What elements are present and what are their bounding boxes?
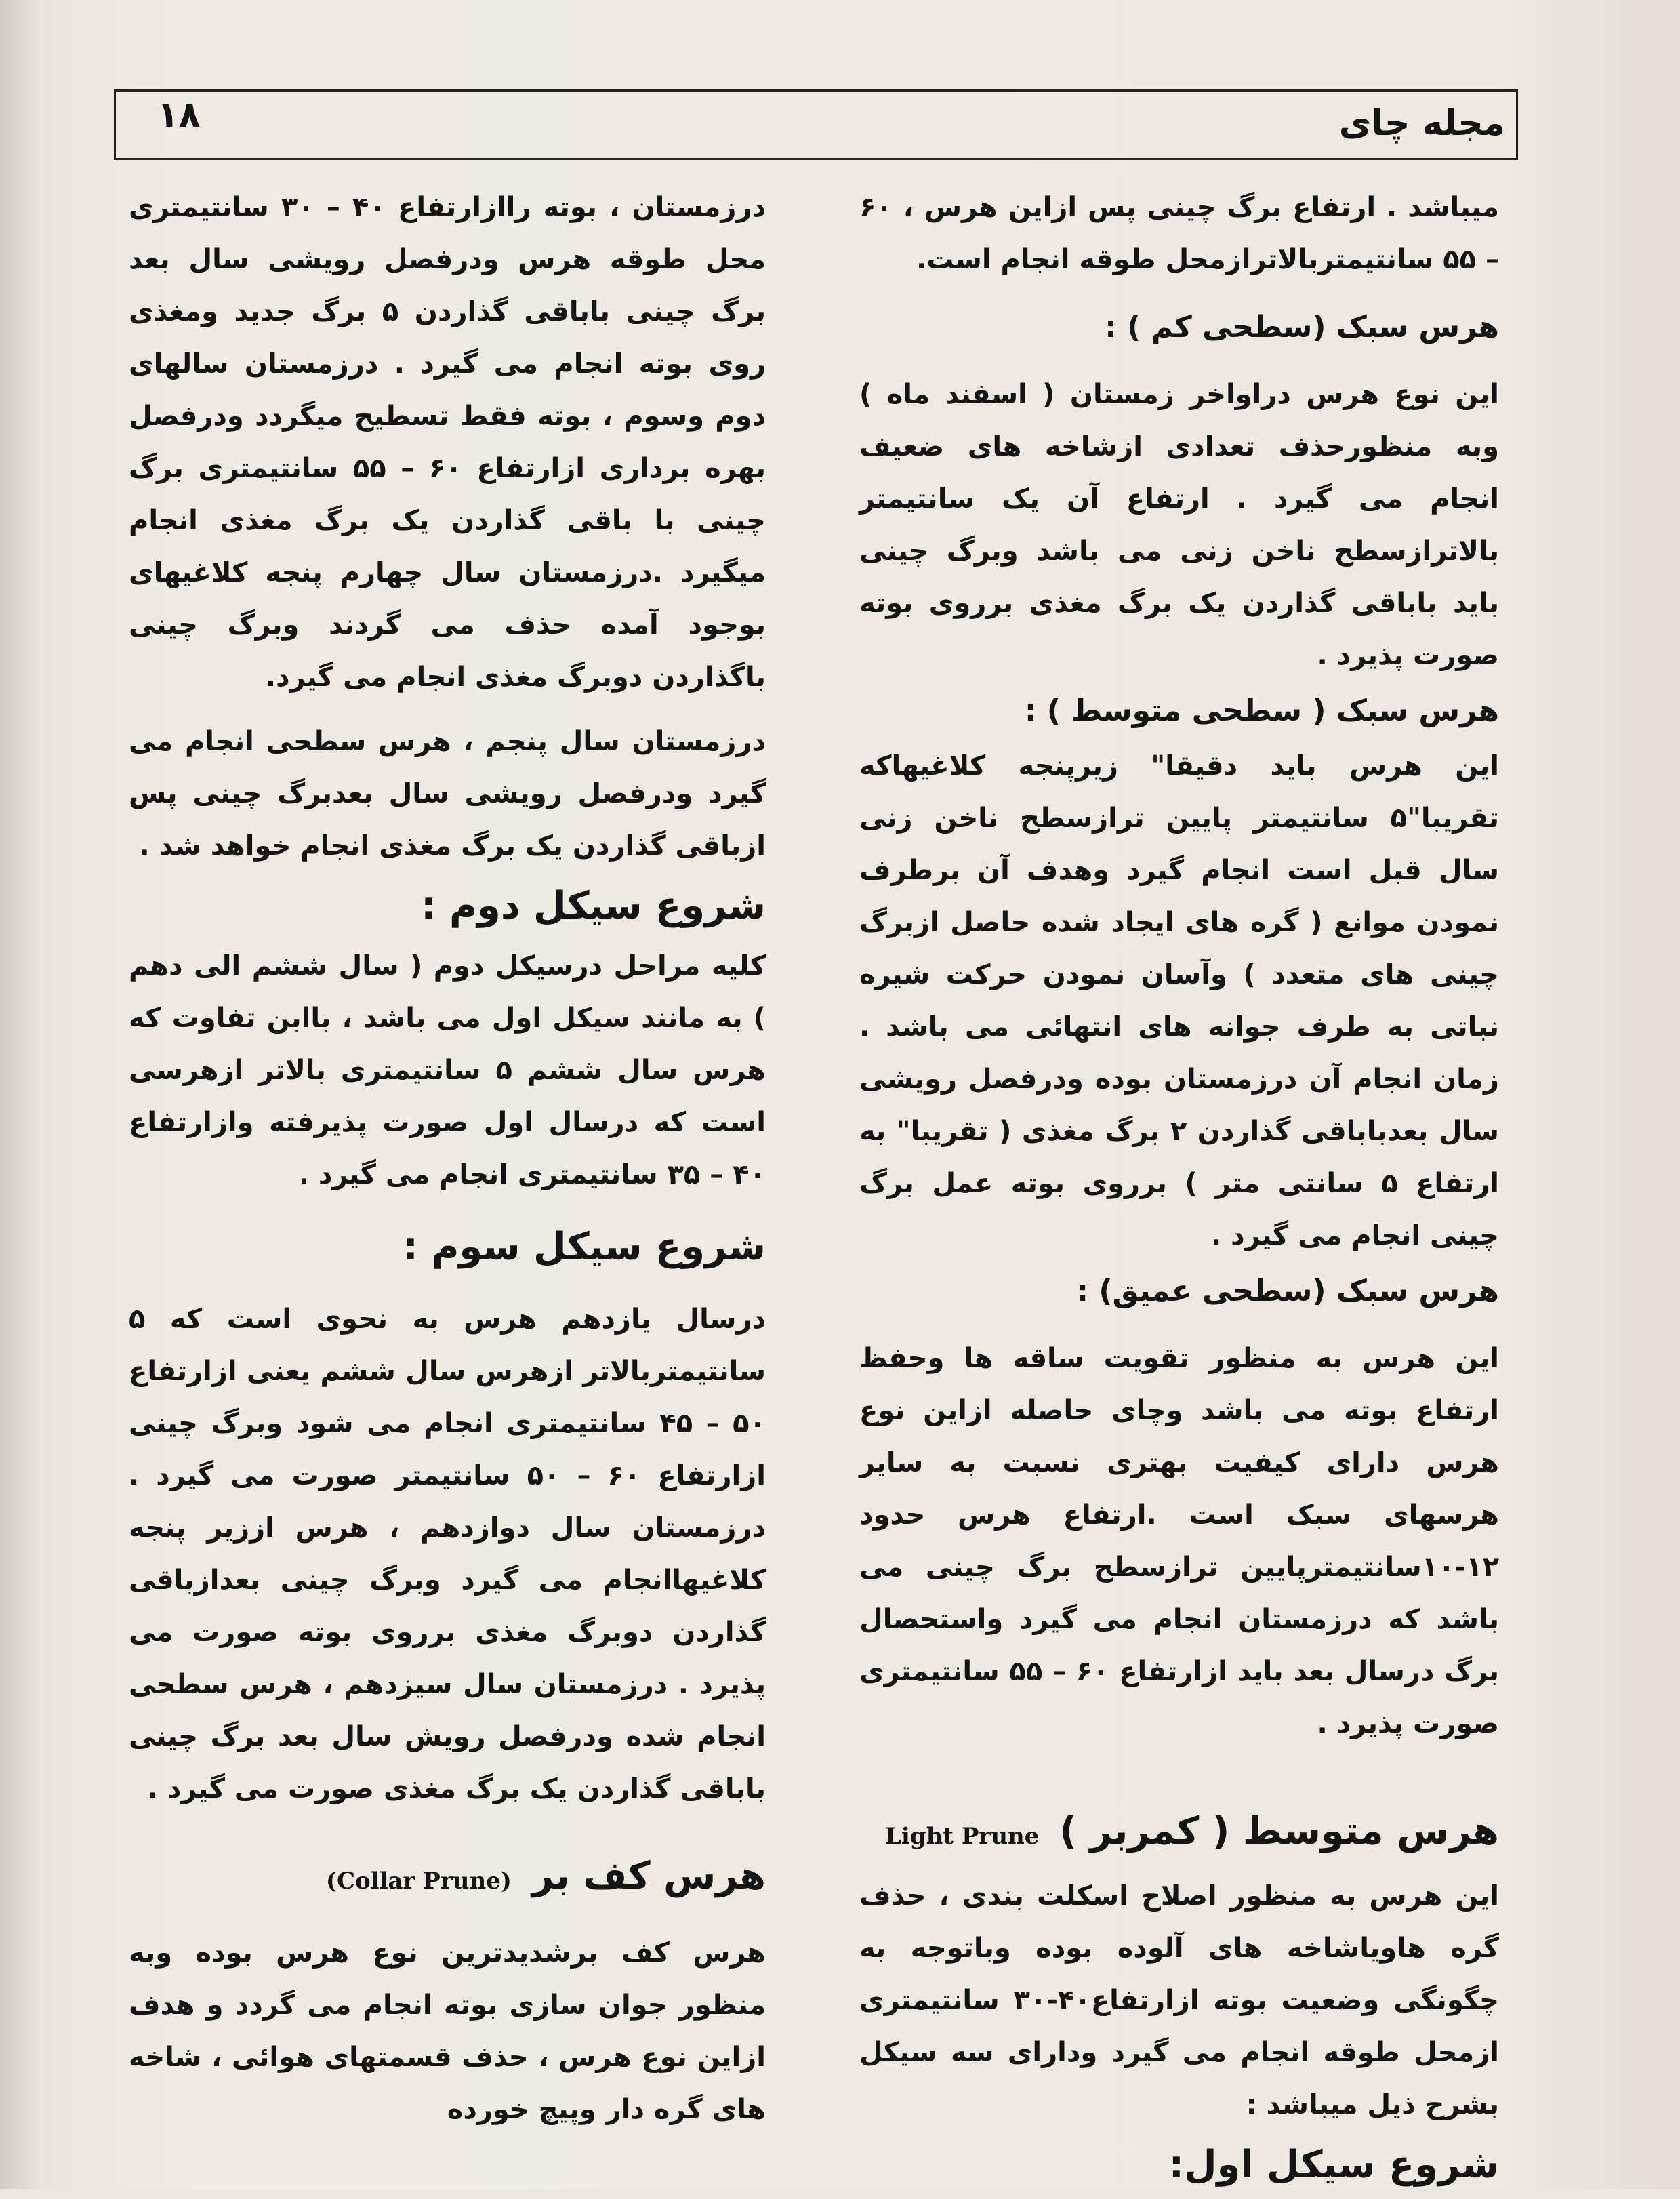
paragraph: درزمستان ، بوته راازارتفاع ۴۰ – ۳۰ سانتیمتری محل طوقه هرس ودرفصل رویشی سال بعد برگ چینی باباقی گذاردن ۵ برگ جدید ومغذی روی بوته انجام می گیرد . درزمستان سالهای دوم وسوم ، بوته فقط تسطیح میگردد ودرفصل بهره برداری ازارتفاع ۶۰ – ۵۵ سانتیمتری برگ چینی با باقی گذاردن یک برگ مغذی انجام میگیرد .درزمستان سال چهارم پنجه کلاغیهای بوجود آمده حذف می گردند وبرگ چینی باگذاردن دوبرگ مغذی انجام می گیرد.: [129, 192, 766, 693]
left-column: [129, 182, 766, 2136]
journal-title: مجله چای: [1338, 103, 1505, 144]
heading-latin: Light Prune: [884, 1823, 1040, 1850]
section-heading: شروع سیکل دوم :: [421, 884, 766, 928]
paragraph: هرس کف برشدیدترین نوع هرس بوده وبه منظور جوان سازی بوته انجام می گردد و هدف ازاین نوع هرس ، حذف قسمتهای هوائی ، شاخه های گره دار وپیچ خورده: [129, 1937, 766, 2125]
paragraph: این هرس به منظور تقویت ساقه ها وحفظ ارتفاع بوته می باشد وچای حاصله ازاین نوع هرس دارای کیفیت بهتری نسبت به سایر هرسهای سبک است .ارتفاع هرس حدود ۱۲-۱۰سانتیمترپایین ترازسطح برگ چینی می باشد که درزمستان انجام می گیرد واستحصال برگ درسال بعد باید ازارتفاع ۶۰ – ۵۵ سانتیمتری صورت پذیرد .: [859, 1343, 1499, 1739]
paragraph: درزمستان سال پنجم ، هرس سطحی انجام می گیرد ودرفصل رویشی سال بعدبرگ چینی پس ازباقی گذاردن یک برگ مغذی انجام خواهد شد .: [129, 726, 766, 862]
paragraph: این نوع هرس دراواخر زمستان ( اسفند ماه ) وبه منظورحذف تعدادی ازشاخه های ضعیف انجام می گیرد . ارتفاع آن یک سانتیمتر بالاترازسطح ناخن زنی می باشد وبرگ چینی باید باباقی گذاردن یک برگ مغذی برروی بوته صورت پذیرد .: [859, 379, 1499, 671]
paragraph: این هرس به منظور اصلاح اسکلت بندی ، حذف گره هاوياشاخه های آلوده بوده وباتوجه به چگونگی وضعیت بوته ازارتفاع۴۰-۳۰ سانتیمتری ازمحل طوقه انجام می گیرد ودارای سه سیکل بشرح ذیل میباشد :: [859, 1880, 1499, 2120]
heading-latin: (Collar Prune): [325, 1868, 512, 1895]
page-number: ۱۸: [157, 95, 201, 136]
paragraph: درسال یازدهم هرس به نحوی است که ۵ سانتیمتربالاتر ازهرس سال ششم یعنی ازارتفاع ۵۰ – ۴۵ سانتیمتری انجام می شود وبرگ چینی ازارتفاع ۶۰ – ۵۰ سانتیمتر صورت می گیرد . درزمستان سال دوازدهم ، هرس اززیر پنجه کلاغیهاانجام می گیرد وبرگ چینی بعدازباقی گذاردن دوبرگ مغذی برروی بوته صورت می پذیرد . درزمستان سال سیزدهم ، هرس سطحی انجام شده ودرفصل رویش سال بعد برگ چینی باباقی گذاردن یک برگ مغذی صورت می گیرد .: [129, 1304, 766, 1804]
right-column: [859, 182, 1499, 2199]
heading-text: هرس کف بر: [531, 1854, 766, 1898]
header-frame: [114, 89, 1518, 160]
section-heading: شروع سیکل سوم :: [403, 1225, 766, 1269]
paragraph: میباشد . ارتفاع برگ چینی پس ازاین هرس ، ۶۰ – ۵۵ سانتیمتربالاترازمحل طوقه انجام است.: [859, 192, 1499, 275]
paragraph: کلیه مراحل درسیکل دوم ( سال ششم الی دهم ) به مانند سیکل اول می باشد ، باابن تفاوت که هرس سال ششم ۵ سانتیمتری بالاتر ازهرسی است که درسال اول صورت پذیرفته وازارتفاع ۴۰ – ۳۵ سانتیمتری انجام می گیرد .: [129, 950, 766, 1190]
heading-text: هرس متوسط ( کمربر ): [1059, 1809, 1499, 1853]
section-heading: هرس سبک ( سطحی متوسط ) :: [1024, 693, 1499, 728]
section-heading: شروع سیکل اول:: [1168, 2143, 1499, 2187]
paragraph: این هرس باید دقیقا" زیرپنجه کلاغیهاکه تقریبا"۵ سانتیمتر پایین ترازسطح ناخن زنی سال قبل است انجام گیرد وهدف آن برطرف نمودن موانع ( گره های ایجاد شده حاصل ازبرگ چینی های متعدد ) وآسان نمودن حرکت شیره نباتی به طرف جوانه های انتهائی می باشد . زمان انجام آن درزمستان بوده ودرفصل رویشی سال بعدباباقی گذاردن ۲ برگ مغذی ( تقریبا" به ارتفاع ۵ سانتی متر ) برروی بوته عمل برگ چینی انجام می گیرد .: [859, 750, 1499, 1251]
section-heading-collar-prune: [129, 1842, 766, 1915]
section-heading-medium-prune: [859, 1798, 1499, 1870]
section-heading: هرس سبک (سطحی کم ) :: [1105, 310, 1499, 344]
section-heading: هرس سبک (سطحی عمیق) :: [1076, 1274, 1499, 1308]
